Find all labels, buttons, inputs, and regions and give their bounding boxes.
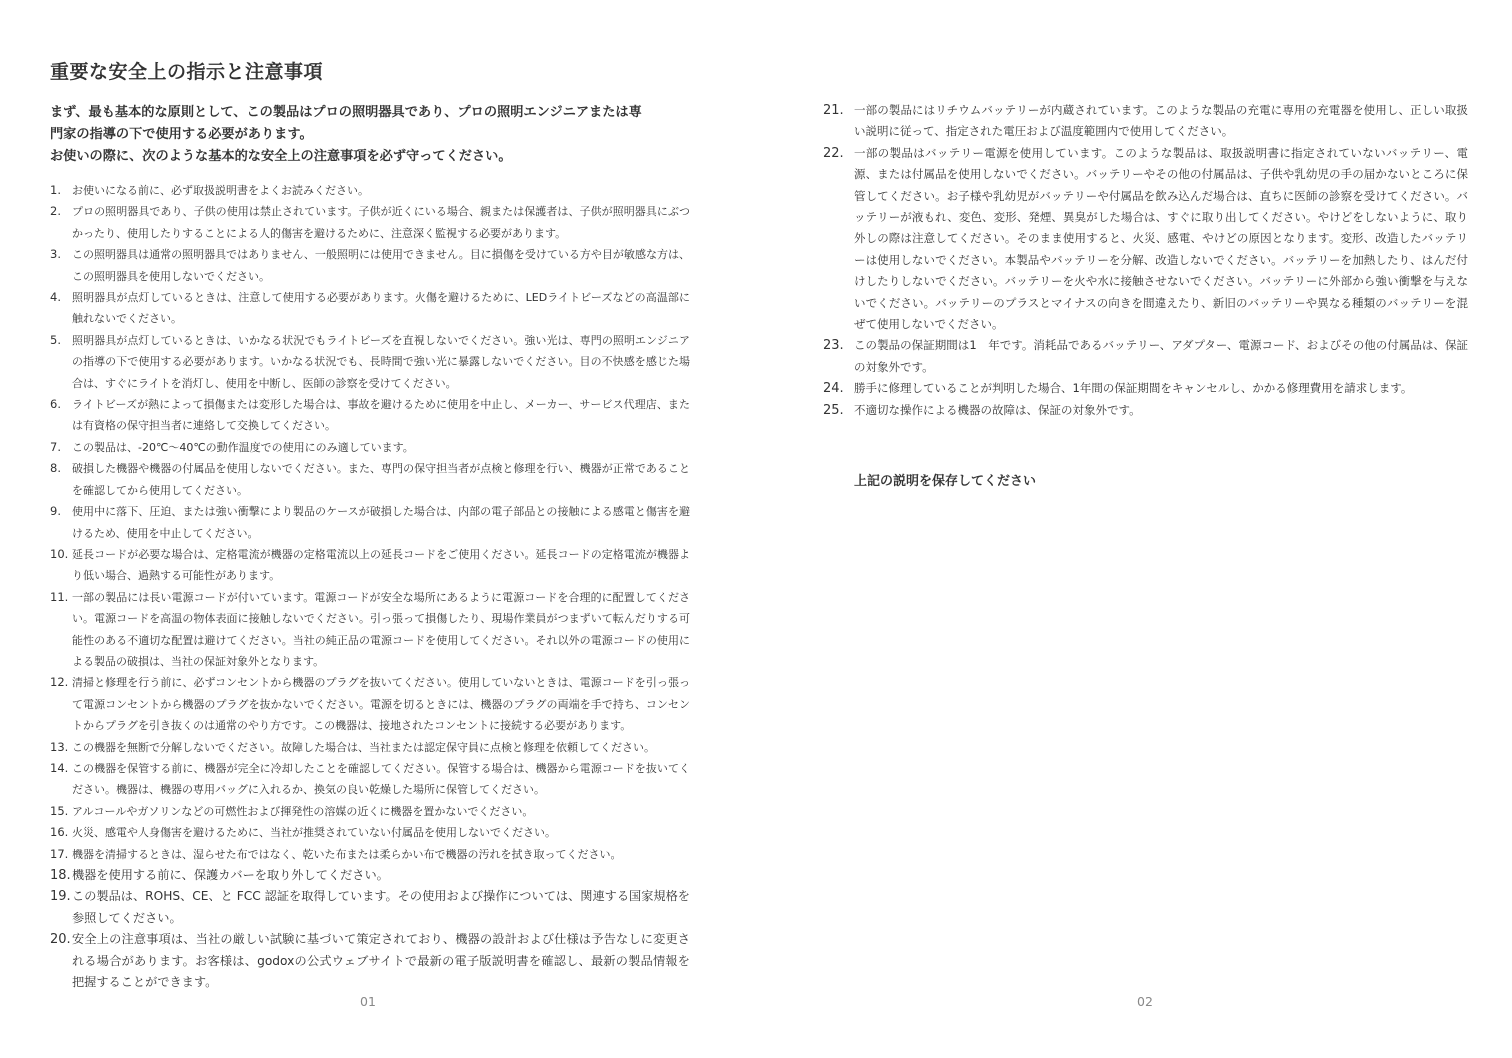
item-text: 清掃と修理を行う前に、必ずコンセントから機器のプラグを抜いてください。使用していないときは、電源コードを引っ張って電源コンセントから機器のプラグを抜かないでください。電源を切るときには、機器のプラグの両端を手で持ち、コンセントからプラグを引き抜くのは通常のやり方です。この機器は、接地されたコンセントに接続する必要があります。 — [72, 676, 690, 733]
intro-line: まず、最も基本的な原則として、この製品はプロの照明器具であり、プロの照明エンジニアまたは専 — [50, 105, 642, 120]
item-text: この機器を無断で分解しないでください。故障した場合は、当社または認定保守員に点検と修理を依頼してください。 — [72, 740, 655, 754]
item-text: 機器を使用する前に、保護カバーを取り外してください。 — [72, 868, 389, 882]
intro-line: お使いの際に、次のような基本的な安全上の注意事項を必ず守ってください。 — [50, 149, 512, 164]
item-text: 照明器具が点灯しているときは、いかなる状況でもライトビーズを直視しないでください。強い光は、専門の照明エンジニアの指導の下で使用する必要があります。いかなる状況でも、長時間で強い光に暴露しないでください。目の不快感を感じた場合は、すぐにライトを消灯し、使用を中断し、医師の診察を受けてください。 — [72, 333, 690, 390]
list-item — [50, 672, 690, 736]
item-text: この機器を保管する前に、機器が完全に冷却したことを確認してください。保管する場合は、機器から電源コードを抜いてください。機器は、機器の専用バッグに入れるか、換気の良い乾燥した場所に保管してください。 — [72, 761, 690, 797]
item-text: この製品は、ROHS、CE、と FCC 認証を取得しています。その使用および操作については、関連する国家規格を参照してください。 — [72, 889, 690, 925]
item-number: 6. — [50, 397, 61, 412]
list-item — [50, 844, 690, 865]
list-item — [50, 737, 690, 758]
page-number: 01 — [360, 994, 376, 1009]
item-number: 23. — [823, 338, 844, 354]
item-text: 延長コードが必要な場合は、定格電流が機器の定格電流以上の延長コードをご使用ください。延長コードの定格電流が機器より低い場合、過熱する可能性があります。 — [72, 547, 690, 583]
list-item — [50, 437, 690, 458]
item-number: 19. — [50, 889, 71, 905]
item-text: お使いになる前に、必ず取扱説明書をよくお読みください。 — [72, 184, 369, 197]
item-text: ライトビーズが熱によって損傷または変形した場合は、事故を避けるために使用を中止し、メーカー、サービス代理店、または有資格の保守担当者に連絡して交換してください。 — [72, 398, 690, 433]
item-number: 25. — [823, 402, 844, 418]
item-text: 火災、感電や人身傷害を避けるために、当社が推奨されていない付属品を使用しないでください。 — [72, 826, 556, 840]
item-number: 3. — [50, 247, 61, 262]
item-number: 13. — [50, 739, 69, 754]
page-title: 重要な安全上の指示と注意事項 — [50, 61, 324, 83]
list-item — [50, 394, 690, 437]
item-text: 一部の製品には長い電源コードが付いています。電源コードが安全な場所にあるように電源コードを合理的に配置してください。電源コードを高温の物体表面に接触しないでください。引っ張って損傷したり、現場作業員がつまずいて転んだりする可能性のある不適切な配置は避けてください。当社の純正品の電源コードを使用してください。それ以外の電源コードの使用による製品の破損は、当社の保証対象外となります。 — [72, 590, 690, 668]
item-text: 使用中に落下、圧迫、または強い衝撃により製品のケースが破損した場合は、内部の電子部品との接触による感電と傷害を避けるため、使用を中止してください。 — [72, 505, 690, 540]
list-item — [50, 758, 690, 801]
item-number: 7. — [50, 439, 61, 454]
item-text: アルコールやガソリンなどの可燃性および揮発性の溶媒の近くに機器を置かないでください。 — [72, 804, 534, 818]
intro-line: 門家の指導の下で使用する必要があります。 — [50, 127, 313, 142]
intro-paragraph — [50, 102, 690, 168]
item-text: 勝手に修理していることが判明した場合、1年間の保証期間をキャンセルし、かかる修理費用を請求します。 — [854, 381, 1413, 396]
list-item — [50, 886, 690, 929]
item-number: 2. — [50, 204, 61, 219]
save-instructions-note: 上記の説明を保存してください — [854, 474, 1037, 489]
list-item — [50, 822, 690, 843]
page-right — [823, 0, 1468, 1058]
item-number: 17. — [50, 846, 69, 861]
item-text: この製品の保証期間は1 年です。消耗品であるバッテリー、アダプター、電源コード、およびその他の付属品は、保証の対象外です。 — [854, 338, 1468, 374]
item-number: 9. — [50, 504, 61, 519]
item-number: 1. — [50, 183, 61, 197]
item-text: 不適切な操作による機器の故障は、保証の対象外です。 — [854, 402, 1141, 417]
list-item — [50, 244, 690, 287]
list-item — [823, 400, 1468, 421]
list-item — [50, 501, 690, 544]
list-item — [50, 330, 690, 394]
page-left — [50, 0, 690, 1058]
item-number: 24. — [823, 381, 844, 397]
item-text: 機器を清掃するときは、湿らせた布ではなく、乾いた布または柔らかい布で機器の汚れを拭き取ってください。 — [72, 847, 622, 861]
item-number: 15. — [50, 803, 69, 818]
item-number: 22. — [823, 145, 844, 161]
item-text: 安全上の注意事項は、当社の厳しい試験に基づいて策定されており、機器の設計および仕様は予告なしに変更される場合があります。お客様は、godoxの公式ウェブサイトで最新の電子版説明書を確認し、最新の製品情報を把握することができます。 — [72, 932, 690, 990]
list-item — [50, 865, 690, 886]
list-item — [823, 143, 1468, 336]
list-item — [50, 287, 690, 330]
list-item — [50, 929, 690, 993]
item-number: 16. — [50, 825, 69, 840]
item-text: 破損した機器や機器の付属品を使用しないでください。また、専門の保守担当者が点検と修理を行い、機器が正常であることを確認してから使用してください。 — [72, 462, 690, 497]
item-number: 20. — [50, 932, 71, 948]
item-number: 11. — [50, 589, 69, 604]
item-text: 一部の製品にはリチウムバッテリーが内蔵されています。このような製品の充電に専用の充電器を使用し、正しい取扱い説明に従って、指定された電圧および温度範囲内で使用してください。 — [854, 103, 1468, 139]
list-item — [50, 587, 690, 673]
item-text: 照明器具が点灯しているときは、注意して使用する必要があります。火傷を避けるために、LEDライトビーズなどの高温部に触れないでください。 — [72, 291, 690, 326]
list-item — [823, 335, 1468, 378]
safety-list-right — [823, 100, 1468, 421]
item-number: 14. — [50, 760, 69, 775]
item-number: 5. — [50, 332, 61, 347]
list-item — [50, 544, 690, 587]
item-number: 8. — [50, 461, 61, 476]
list-item — [50, 201, 690, 244]
list-item — [823, 100, 1468, 143]
page-number: 02 — [1137, 994, 1153, 1009]
item-text: この照明器具は通常の照明器具ではありません、一般照明には使用できません。目に損傷を受けている方や目が敏感な方は、この照明器具を使用しないでください。 — [72, 248, 690, 283]
list-item — [50, 180, 690, 201]
item-text: 一部の製品はバッテリー電源を使用しています。このような製品は、取扱説明書に指定されていないバッテリー、電源、または付属品を使用しないでください。バッテリーやその他の付属品は、子供や乳幼児の手の届かないところに保管してください。お子様や乳幼児がバッテリーや付属品を飲み込んだ場合は、直ちに医師の診察を受けてください。バッテリーが液もれ、変色、変形、発煙、異臭がした場合は、すぐに取り出してください。やけどをしないように、取り外しの際は注意してください。そのまま使用すると、火災、感電、やけどの原因となります。変形、改造したバッテリーは使用しないでください。本製品やバッテリーを分解、改造しないでください。バッテリーを加熱したり、はんだ付けしたりしないでください。バッテリーを火や水に接触させないでください。バッテリーに外部から強い衝撃を与えないでください。バッテリーのプラスとマイナスの向きを間違えたり、新旧のバッテリーや異なる種類のバッテリーを混ぜて使用しないでください。 — [854, 145, 1468, 332]
item-number: 10. — [50, 546, 69, 561]
list-item — [823, 378, 1468, 399]
item-text: この製品は、-20℃～40℃の動作温度での使用にのみ適しています。 — [72, 440, 414, 454]
item-number: 12. — [50, 675, 69, 690]
item-number: 18. — [50, 868, 71, 883]
item-number: 4. — [50, 290, 61, 305]
item-number: 21. — [823, 103, 844, 118]
list-item — [50, 458, 690, 501]
list-item — [50, 801, 690, 822]
item-text: プロの照明器具であり、子供の使用は禁止されています。子供が近くにいる場合、親または保護者は、子供が照明器具にぶつかったり、使用したりすることによる人的傷害を避けるために、注意深く監視する必要があります。 — [72, 205, 690, 240]
safety-list-left — [50, 180, 690, 993]
